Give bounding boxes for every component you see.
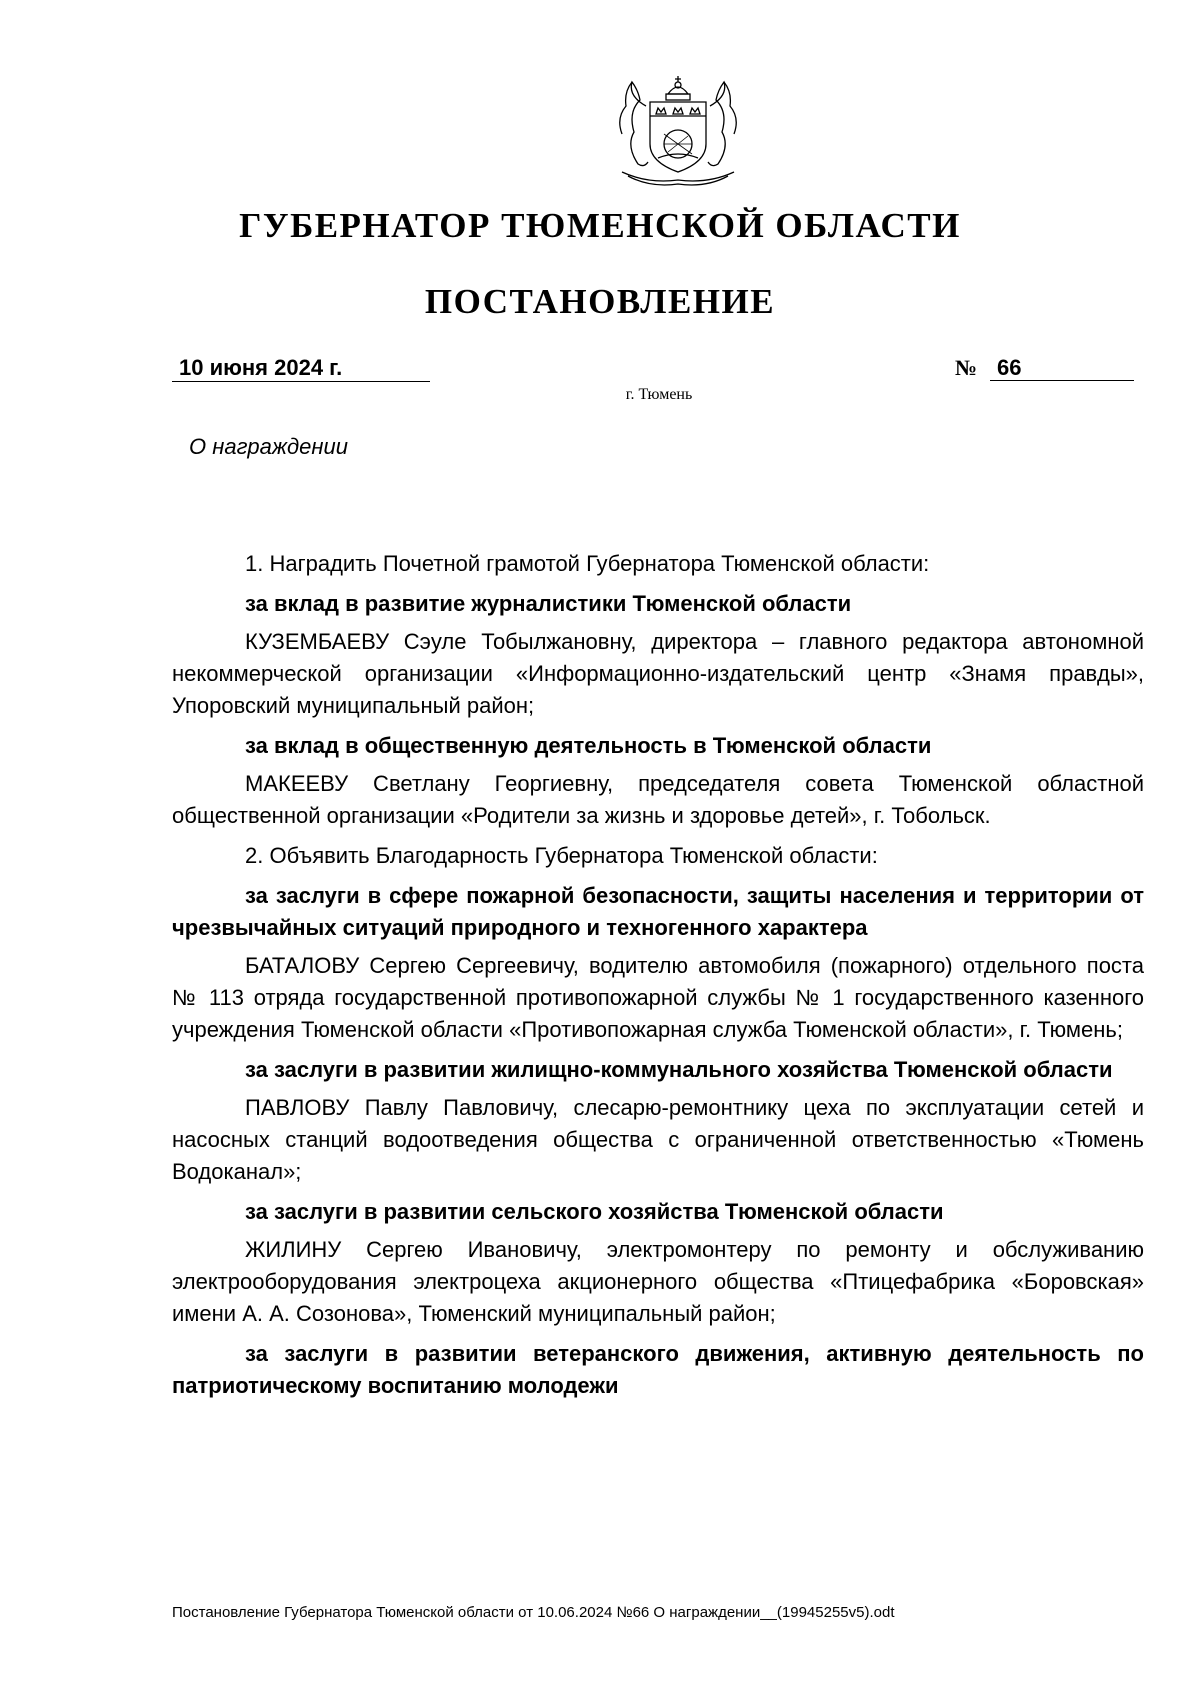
award-category-heading: за заслуги в развитии сельского хозяйства Тюменской области xyxy=(245,1199,944,1224)
awardee-entry: БАТАЛОВУ Сергею Сергеевичу, водителю автомобиля (пожарного) отдельного поста № 113 отряда государственной противопожарной службы № 1 государственного казенного учреждения Тюменской области «Противопожарная служба Тюменской области», г. Тюмень; xyxy=(172,953,1144,1042)
date-underline xyxy=(172,381,430,382)
document-subject: О награждении xyxy=(189,434,348,459)
number-sign: № xyxy=(955,355,978,380)
document-footer: Постановление Губернатора Тюменской области от 10.06.2024 №66 О награждении__(19945255v5).odt xyxy=(172,1604,895,1621)
document-number: 66 xyxy=(997,355,1022,380)
award-category-heading: за вклад в общественную деятельность в Тюменской области xyxy=(245,733,932,758)
awardee-entry: ПАВЛОВУ Павлу Павловичу, слесарю-ремонтнику цеха по эксплуатации сетей и насосных станций водоотведения общества с ограниченной ответственностью «Тюмень Водоканал»; xyxy=(172,1095,1144,1184)
award-category-heading: за заслуги в развитии ветеранского движения, активную деятельность по патриотическому воспитанию молодежи xyxy=(172,1341,1144,1398)
document-body xyxy=(172,548,1144,1408)
section-2-intro: 2. Объявить Благодарность Губернатора Тюменской области: xyxy=(245,843,878,868)
number-underline xyxy=(990,380,1134,381)
award-category-heading: за заслуги в сфере пожарной безопасности, защиты населения и территории от чрезвычайных ситуаций природного и техногенного характера xyxy=(172,883,1144,940)
award-category-heading: за вклад в развитие журналистики Тюменской области xyxy=(245,591,852,616)
awardee-entry: МАКЕЕВУ Светлану Георгиевну, председателя совета Тюменской областной общественной организации «Родители за жизнь и здоровье детей», г. Тобольск. xyxy=(172,771,1144,828)
document-city: г. Тюмень xyxy=(625,386,693,403)
document-type: ПОСТАНОВЛЕНИЕ xyxy=(424,282,776,321)
awardee-entry: КУЗЕМБАЕВУ Сэуле Тобылжановну, директора – главного редактора автономной некоммерческой организации «Информационно-издательский центр «Знамя правды», Упоровский муниципальный район; xyxy=(172,629,1144,718)
awardee-entry: ЖИЛИНУ Сергею Ивановичу, электромонтеру по ремонту и обслуживанию электрооборудования электроцеха акционерного общества «Птицефабрика «Боровская» имени А. А. Созонова», Тюменский муниципальный район; xyxy=(172,1237,1144,1326)
award-category-heading: за заслуги в развитии жилищно-коммунального хозяйства Тюменской области xyxy=(245,1057,1113,1082)
section-1-intro: 1. Наградить Почетной грамотой Губернатора Тюменской области: xyxy=(245,551,930,576)
document-date: 10 июня 2024 г. xyxy=(179,355,343,380)
coat-of-arms-icon xyxy=(588,72,768,190)
issuing-authority: ГУБЕРНАТОР ТЮМЕНСКОЙ ОБЛАСТИ xyxy=(239,206,961,245)
